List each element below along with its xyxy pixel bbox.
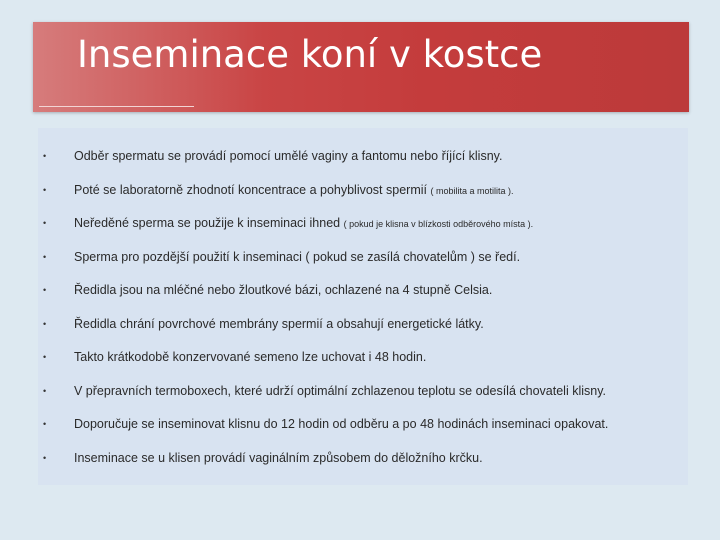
bullet-list — [38, 145, 688, 480]
content-panel — [38, 128, 688, 485]
bullet-text — [74, 145, 502, 168]
list-item — [38, 279, 688, 313]
bullet-text — [74, 212, 533, 235]
bullet-icon: • — [43, 318, 47, 329]
bullet-main-text: Inseminace se u klisen provádí vaginálním způsobem do děložního krčku. — [74, 450, 483, 465]
bullet-main-text: Odběr spermatu se provádí pomocí umělé vaginy a fantomu nebo říjící klisny. — [74, 149, 503, 163]
bullet-main-text: Neředěné sperma se použije k inseminaci ihned — [74, 216, 344, 230]
bullet-text — [74, 413, 608, 436]
bullet-text — [74, 380, 606, 403]
list-item — [38, 145, 688, 179]
bullet-text — [74, 179, 514, 202]
bullet-icon: • — [43, 419, 47, 429]
bullet-icon: • — [43, 352, 47, 362]
bullet-note: ( pokud je klisna v blízkosti odběrového místa ). — [343, 219, 534, 229]
bullet-main-text: Doporučuje se inseminovat klisnu do 12 hodin od odběru a po 48 hodinách inseminaci opakovat. — [74, 417, 609, 431]
bullet-icon: • — [43, 151, 47, 161]
bullet-note: ( mobilita a motilita ). — [430, 185, 514, 196]
bullet-text — [74, 279, 492, 302]
bullet-text — [74, 346, 426, 369]
bullet-icon: • — [43, 218, 47, 228]
list-item — [38, 212, 688, 246]
bullet-text — [74, 447, 483, 470]
list-item — [38, 246, 688, 280]
bullet-text — [74, 313, 484, 336]
list-item — [38, 313, 688, 347]
list-item — [38, 413, 688, 447]
title-banner — [33, 22, 689, 112]
bullet-icon: • — [43, 385, 47, 396]
slide-title: Inseminace koní v kostce — [77, 33, 543, 76]
list-item — [38, 447, 688, 481]
bullet-icon: • — [43, 452, 47, 463]
bullet-icon: • — [43, 251, 47, 262]
list-item — [38, 346, 688, 380]
bullet-main-text: Ředidla jsou na mléčné nebo žloutkové bázi, ochlazené na 4 stupně Celsia. — [74, 283, 493, 297]
bullet-main-text: V přepravních termoboxech, které udrží optimální zchlazenou teplotu se odesílá chovateli klisny. — [74, 383, 606, 398]
bullet-main-text: Takto krátkodobě konzervované semeno lze uchovat i 48 hodin. — [74, 350, 427, 364]
bullet-main-text: Ředidla chrání povrchové membrány spermií a obsahují energetické látky. — [74, 316, 484, 331]
bullet-text — [74, 246, 520, 269]
bullet-main-text: Poté se laboratorně zhodnotí koncentrace a pohyblivost spermií — [74, 182, 431, 197]
bullet-main-text: Sperma pro pozdější použití k inseminaci ( pokud se zasílá chovatelům ) se ředí. — [74, 249, 521, 264]
bullet-icon: • — [43, 285, 47, 295]
bullet-icon: • — [43, 184, 47, 195]
list-item — [38, 380, 688, 414]
list-item — [38, 179, 688, 213]
title-underline — [39, 106, 194, 107]
